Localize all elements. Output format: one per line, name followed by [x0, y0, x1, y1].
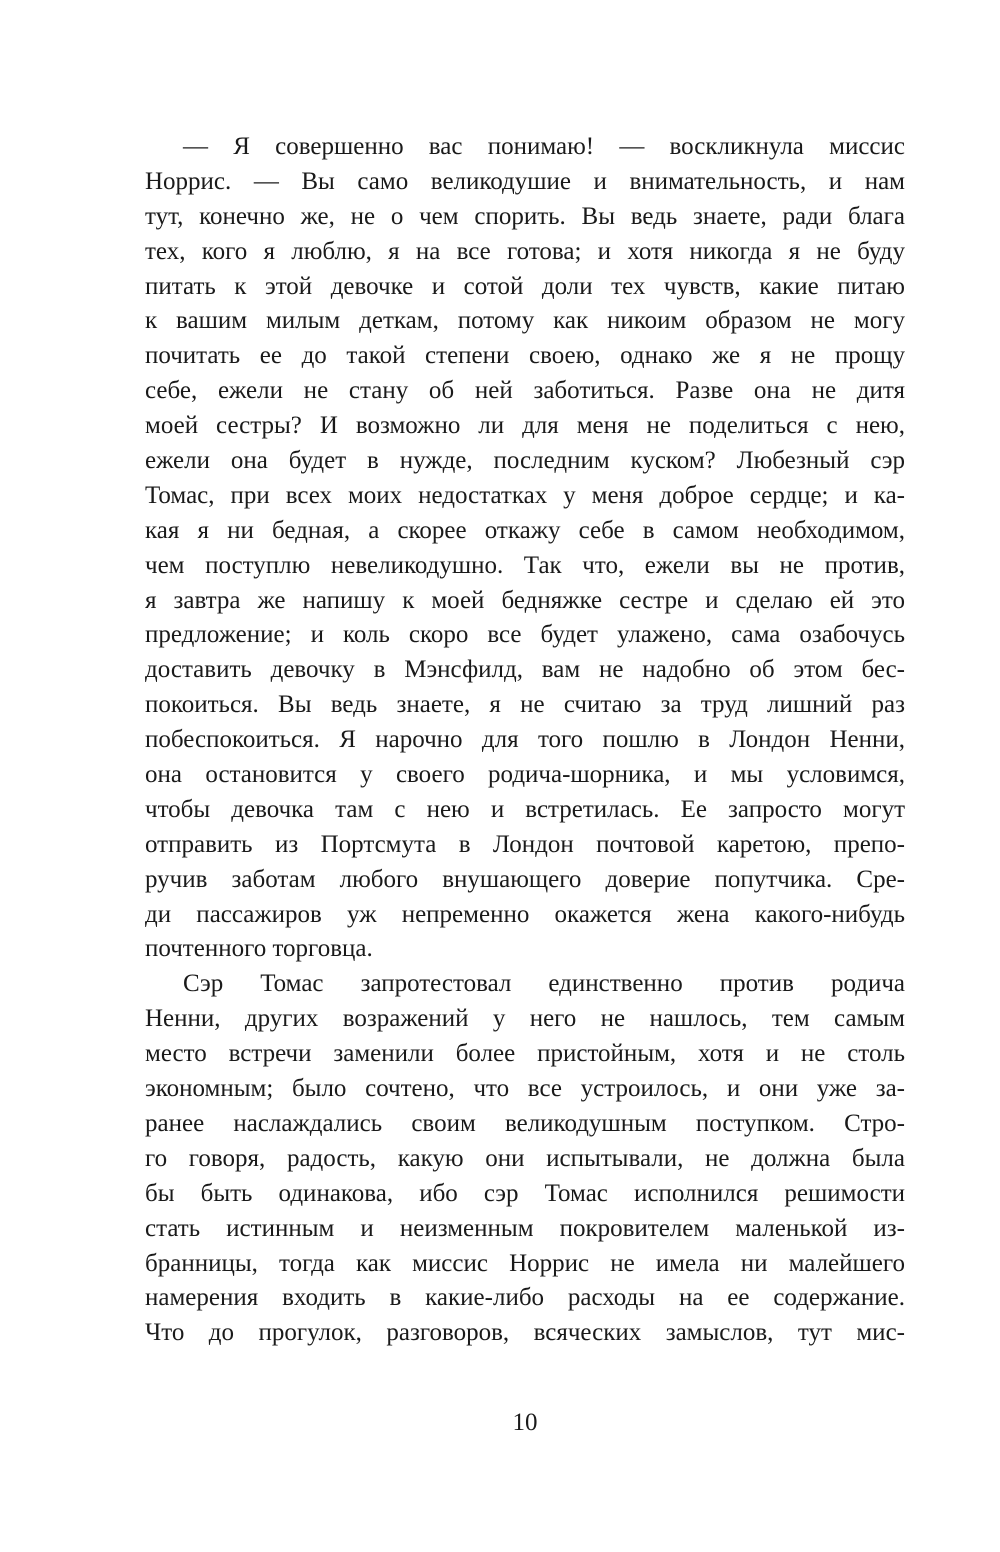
- text-line: го говоря, радость, какую они испытывали, не должна была: [145, 1144, 905, 1172]
- text-line: чем поступлю невеликодушно. Так что, ежели вы не против,: [145, 551, 905, 579]
- text-line: покоиться. Вы ведь знаете, я не считаю за труд лишний раз: [145, 691, 905, 719]
- text-line: предложение; и коль скоро все будет улажено, сама озабочусь: [145, 621, 905, 649]
- text-line: ежели она будет в нужде, последним куском? Любезный сэр: [145, 447, 905, 475]
- text-line: побеспокоиться. Я нарочно для того пошлю в Лондон Ненни,: [145, 726, 905, 754]
- text-line: Что до прогулок, разговоров, всяческих замыслов, тут мис-: [145, 1319, 905, 1347]
- text-line: ранее наслаждались своим великодушным поступком. Стро-: [145, 1109, 905, 1137]
- text-line: к вашим милым деткам, потому как никоим образом не могу: [145, 307, 905, 335]
- text-line: почитать ее до такой степени своею, однако же я не прощу: [145, 342, 905, 370]
- text-line: — Я совершенно вас понимаю! — воскликнула миссис: [183, 133, 905, 160]
- text-line: Норрис. — Вы само великодушие и внимательность, и нам: [145, 167, 905, 195]
- text-line: тут, конечно же, не о чем спорить. Вы ведь знаете, ради блага: [145, 202, 905, 230]
- text-line: я завтра же напишу к моей бедняжке сестре и сделаю ей это: [145, 586, 905, 614]
- text-line: экономным; было сочтено, что все устроилось, и они уже за-: [145, 1075, 905, 1103]
- page-number: 10: [512, 1409, 538, 1436]
- text-line: место встречи заменили более пристойным, хотя и не столь: [145, 1040, 905, 1068]
- text-line: тех, кого я люблю, я на все готова; и хотя никогда я не буду: [145, 237, 905, 265]
- text-line: стать истинным и неизменным покровителем маленькой из-: [145, 1214, 905, 1242]
- text-line: питать к этой девочке и сотой доли тех чувств, какие питаю: [145, 272, 905, 300]
- text-line: себе, ежели не стану об ней заботиться. Разве она не дитя: [145, 377, 905, 405]
- text-line: почтенного торговца.: [145, 935, 373, 963]
- text-line: отправить из Портсмута в Лондон почтовой каретою, препо-: [145, 830, 905, 858]
- text-line: Сэр Томас запротестовал единственно против родича: [183, 970, 905, 998]
- text-line: намерения входить в какие-либо расходы на ее содержание.: [145, 1284, 905, 1312]
- text-line: ди пассажиров уж непременно окажется жена какого-нибудь: [145, 900, 905, 928]
- text-line: бранницы, тогда как миссис Норрис не имела ни малейшего: [145, 1249, 905, 1277]
- text-line: она остановится у своего родича-шорника, и мы условимся,: [145, 761, 905, 789]
- text-line: Ненни, других возражений у него не нашлось, тем самым: [145, 1005, 905, 1033]
- text-line: Томас, при всех моих недостатках у меня доброе сердце; и ка-: [145, 481, 905, 509]
- text-line: чтобы девочка там с нею и встретилась. Ее запросто могут: [145, 795, 905, 823]
- text-line: моей сестры? И возможно ли для меня не поделиться с нею,: [145, 412, 905, 440]
- text-line: доставить девочку в Мэнсфилд, вам не надобно об этом бес-: [145, 656, 905, 684]
- text-line: кая я ни бедная, а скорее откажу себе в самом необходимом,: [145, 516, 905, 544]
- text-block: [145, 130, 905, 1351]
- text-line: бы быть одинакова, ибо сэр Томас исполнился решимости: [145, 1179, 905, 1207]
- text-line: ручив заботам любого внушающего доверие попутчика. Сре-: [145, 865, 905, 893]
